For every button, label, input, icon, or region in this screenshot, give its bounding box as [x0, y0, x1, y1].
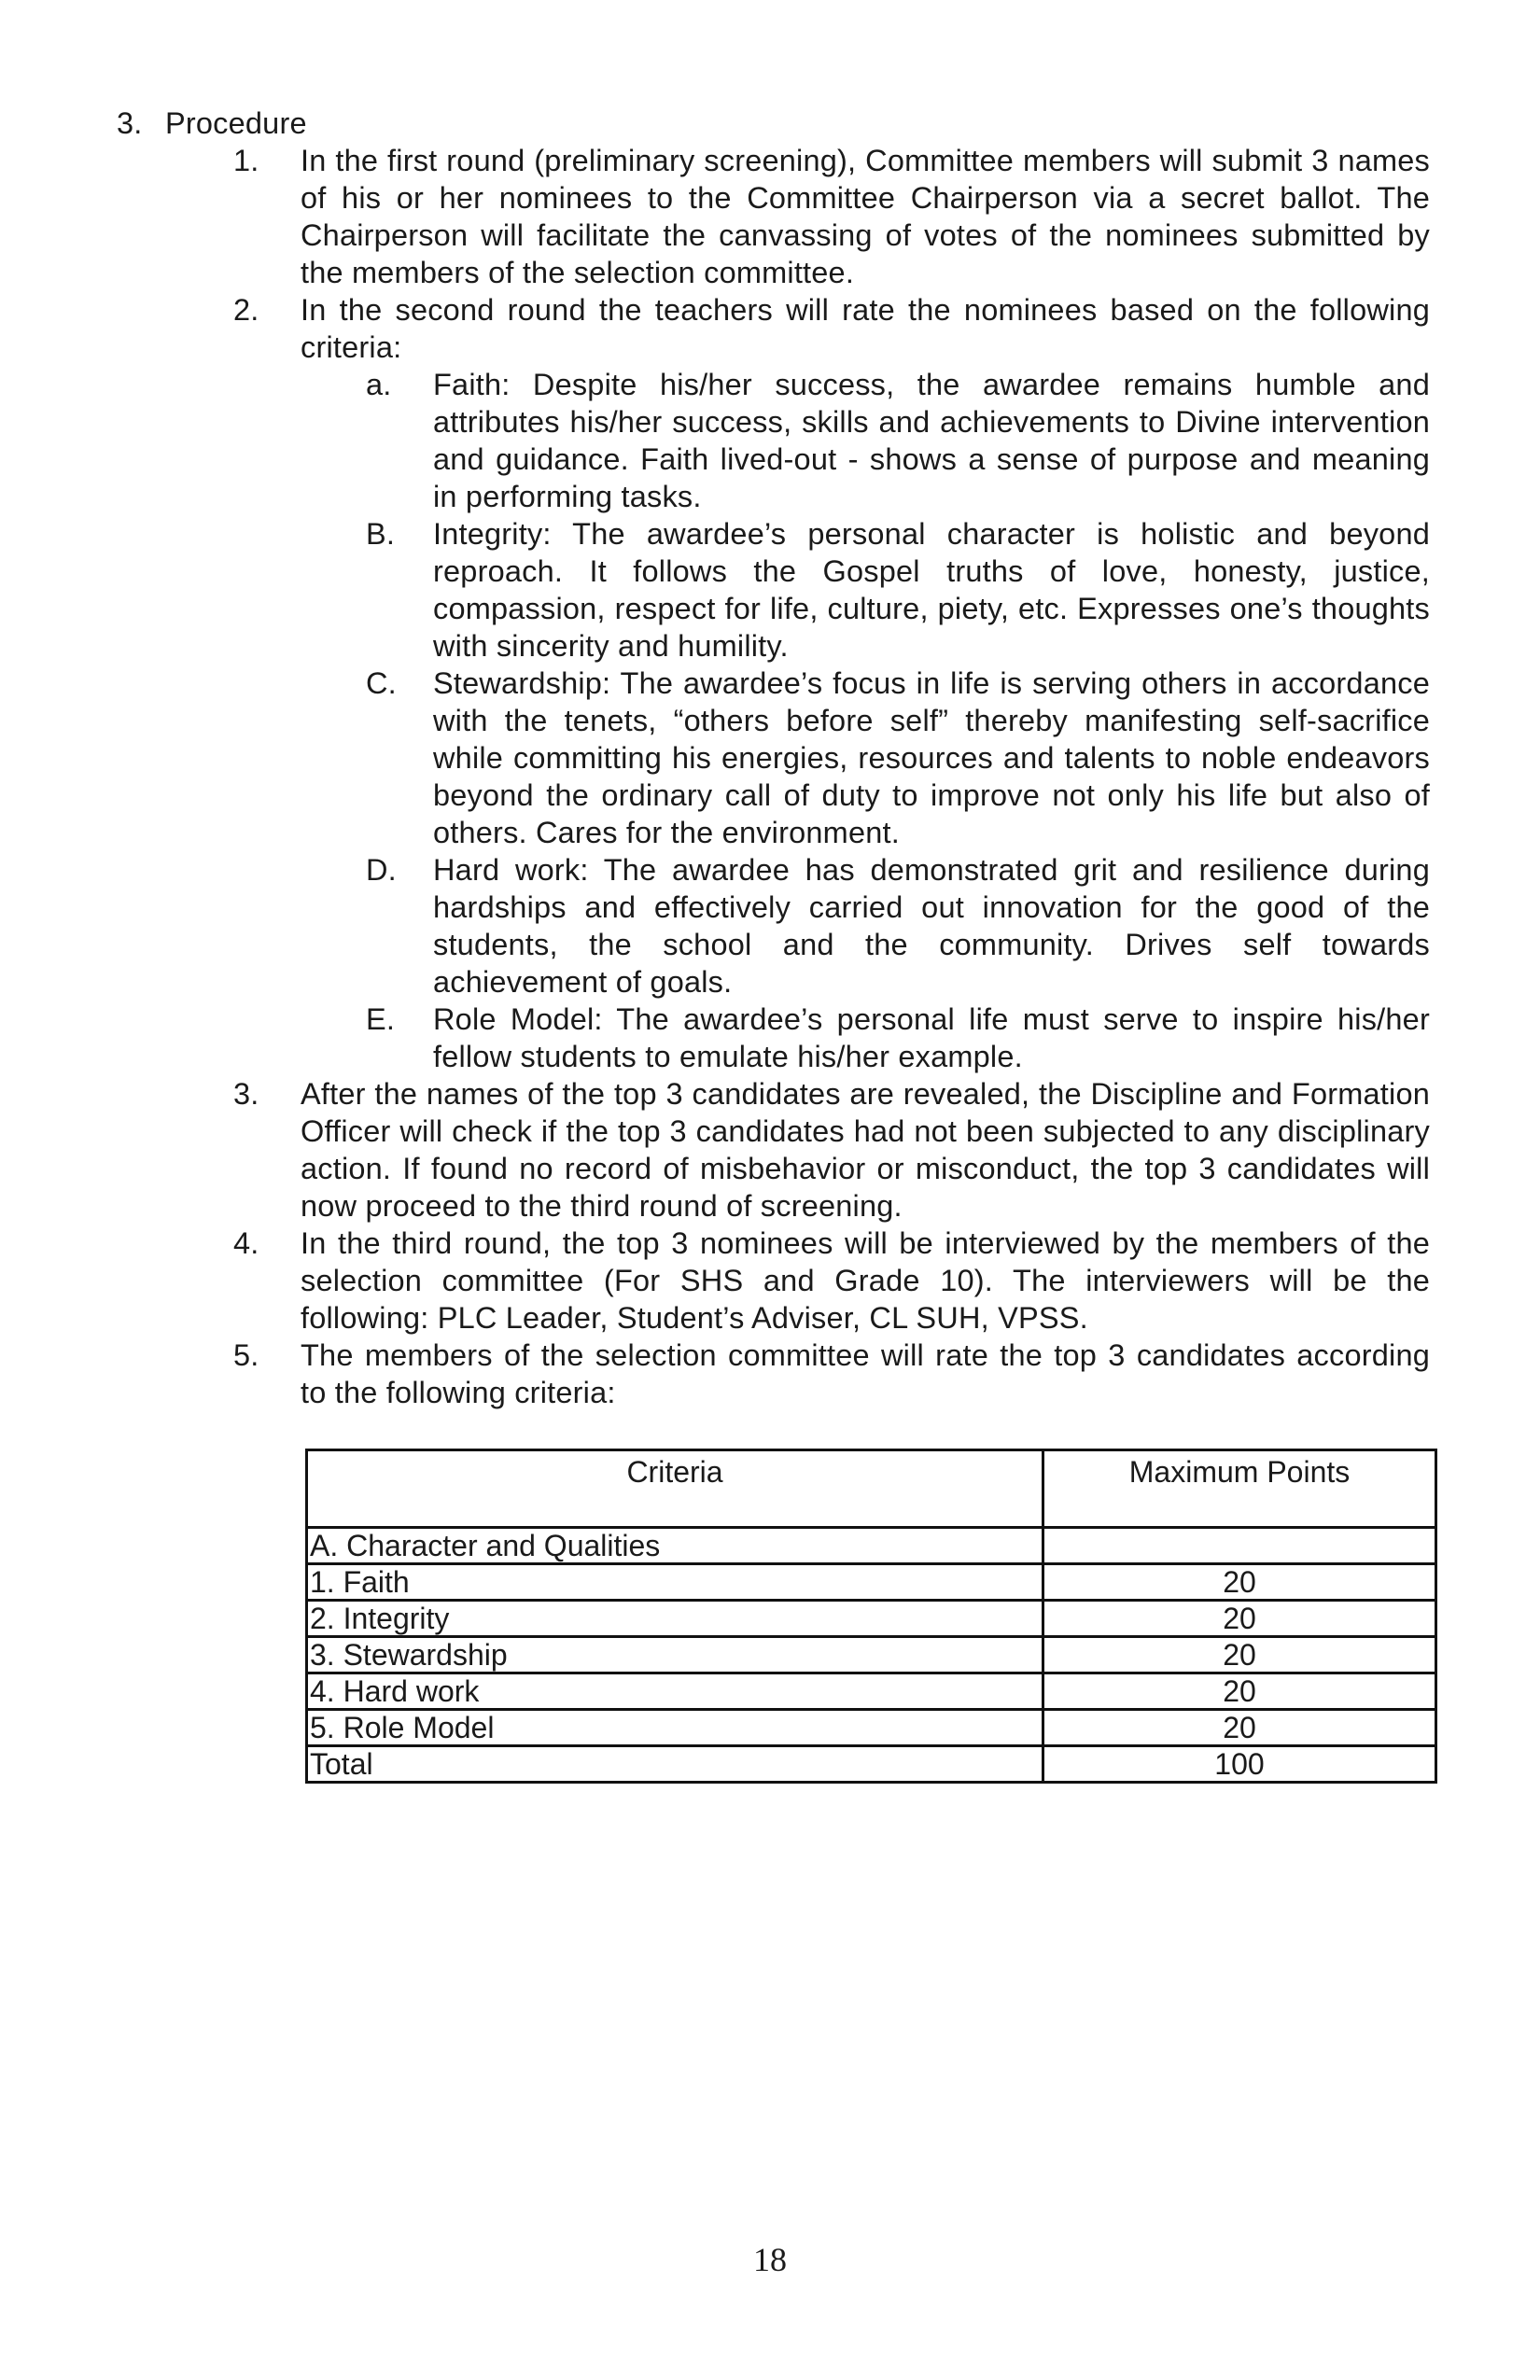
criterion-letter: B. — [366, 517, 396, 551]
criterion-integrity — [366, 515, 1430, 665]
step-text: In the second round the teachers will rate the nominees based on the following criteria: — [301, 293, 1430, 364]
criterion-text: Integrity: The awardee’s personal character is holistic and beyond reproach. It follows the Gospel truths of love, honesty, justice, compassion, respect for life, culture, piety, etc. Expresses one’s thoughts with sincerity and humility. — [433, 517, 1430, 663]
points-cell: 20 — [1043, 1710, 1436, 1746]
criteria-header: Criteria — [307, 1450, 1043, 1528]
table-total-row — [307, 1746, 1436, 1783]
criteria-cell: 5. Role Model — [307, 1710, 1043, 1746]
points-cell: 20 — [1043, 1637, 1436, 1673]
table-row — [307, 1710, 1436, 1746]
procedure-step-4 — [233, 1225, 1430, 1337]
points-cell — [1043, 1528, 1436, 1564]
page-number: 18 — [753, 2241, 787, 2278]
section-title: Procedure — [165, 106, 307, 140]
criterion-text: Faith: Despite his/her success, the awardee remains humble and attributes his/her success, skills and achievements to Divine intervention and guidance. Faith lived-out - shows a sense of purpose and meaning in performing tasks. — [433, 368, 1430, 513]
table-row — [307, 1673, 1436, 1710]
step-text: After the names of the top 3 candidates are revealed, the Discipline and Formation Officer will check if the top 3 candidates had not been subjected to any disciplinary action. If found no record of misbehavior or misconduct, the top 3 candidates will now proceed to the third round of screening. — [301, 1077, 1430, 1223]
points-cell: 20 — [1043, 1601, 1436, 1637]
criteria-cell: 2. Integrity — [307, 1601, 1043, 1637]
table-row — [307, 1528, 1436, 1564]
criterion-hard-work — [366, 851, 1430, 1001]
criterion-letter: a. — [366, 368, 392, 401]
max-points-header: Maximum Points — [1043, 1450, 1436, 1528]
procedure-step-2 — [233, 291, 1430, 366]
criteria-cell: 4. Hard work — [307, 1673, 1043, 1710]
criteria-cell: 3. Stewardship — [307, 1637, 1043, 1673]
procedure-step-3 — [233, 1075, 1430, 1225]
criterion-text: Role Model: The awardee’s personal life must serve to inspire his/her fellow students to emulate his/her example. — [433, 1002, 1430, 1073]
step-text: The members of the selection committee will rate the top 3 candidates according to the following criteria: — [301, 1338, 1430, 1409]
step-number: 2. — [233, 293, 259, 327]
criteria-cell: Total — [307, 1746, 1043, 1783]
points-cell: 20 — [1043, 1673, 1436, 1710]
points-cell: 20 — [1043, 1564, 1436, 1601]
section-heading — [117, 105, 583, 142]
criteria-table — [305, 1449, 1437, 1784]
step-text: In the third round, the top 3 nominees will be interviewed by the members of the selection committee (For SHS and Grade 10). The interviewers will be the following: PLC Leader, Student’s Adviser, CL SUH, VPSS. — [301, 1226, 1430, 1335]
table-header-row — [307, 1450, 1436, 1528]
criterion-letter: E. — [366, 1002, 396, 1036]
step-number: 3. — [233, 1077, 259, 1111]
table-row — [307, 1564, 1436, 1601]
criteria-cell: A. Character and Qualities — [307, 1528, 1043, 1564]
criterion-faith — [366, 366, 1430, 515]
step-number: 4. — [233, 1226, 259, 1260]
criterion-text: Stewardship: The awardee’s focus in life is serving others in accordance with the tenets, “others before self” thereby manifesting self-sacrifice while committing his energies, resources and talents to noble endeavors beyond the ordinary call of duty to improve not only his life but also of others. Cares for the environment. — [433, 666, 1430, 849]
step-number: 1. — [233, 144, 259, 177]
table-row — [307, 1637, 1436, 1673]
step-text: In the first round (preliminary screening), Committee members will submit 3 names of his or her nominees to the Committee Chairperson via a secret ballot. The Chairperson will facilitate the canvassing of votes of the nominees submitted by the members of the selection committee. — [301, 144, 1430, 289]
criterion-letter: D. — [366, 853, 397, 887]
section-number: 3. — [117, 106, 143, 140]
criterion-role-model — [366, 1001, 1430, 1075]
procedure-step-5 — [233, 1337, 1430, 1411]
points-cell: 100 — [1043, 1746, 1436, 1783]
criterion-text: Hard work: The awardee has demonstrated grit and resilience during hardships and effectively carried out innovation for the good of the students, the school and the community. Drives self towards achievement of goals. — [433, 853, 1430, 999]
criterion-stewardship — [366, 665, 1430, 851]
criterion-letter: C. — [366, 666, 397, 700]
table-row — [307, 1601, 1436, 1637]
procedure-step-1 — [233, 142, 1430, 291]
criteria-cell: 1. Faith — [307, 1564, 1043, 1601]
step-number: 5. — [233, 1338, 259, 1372]
